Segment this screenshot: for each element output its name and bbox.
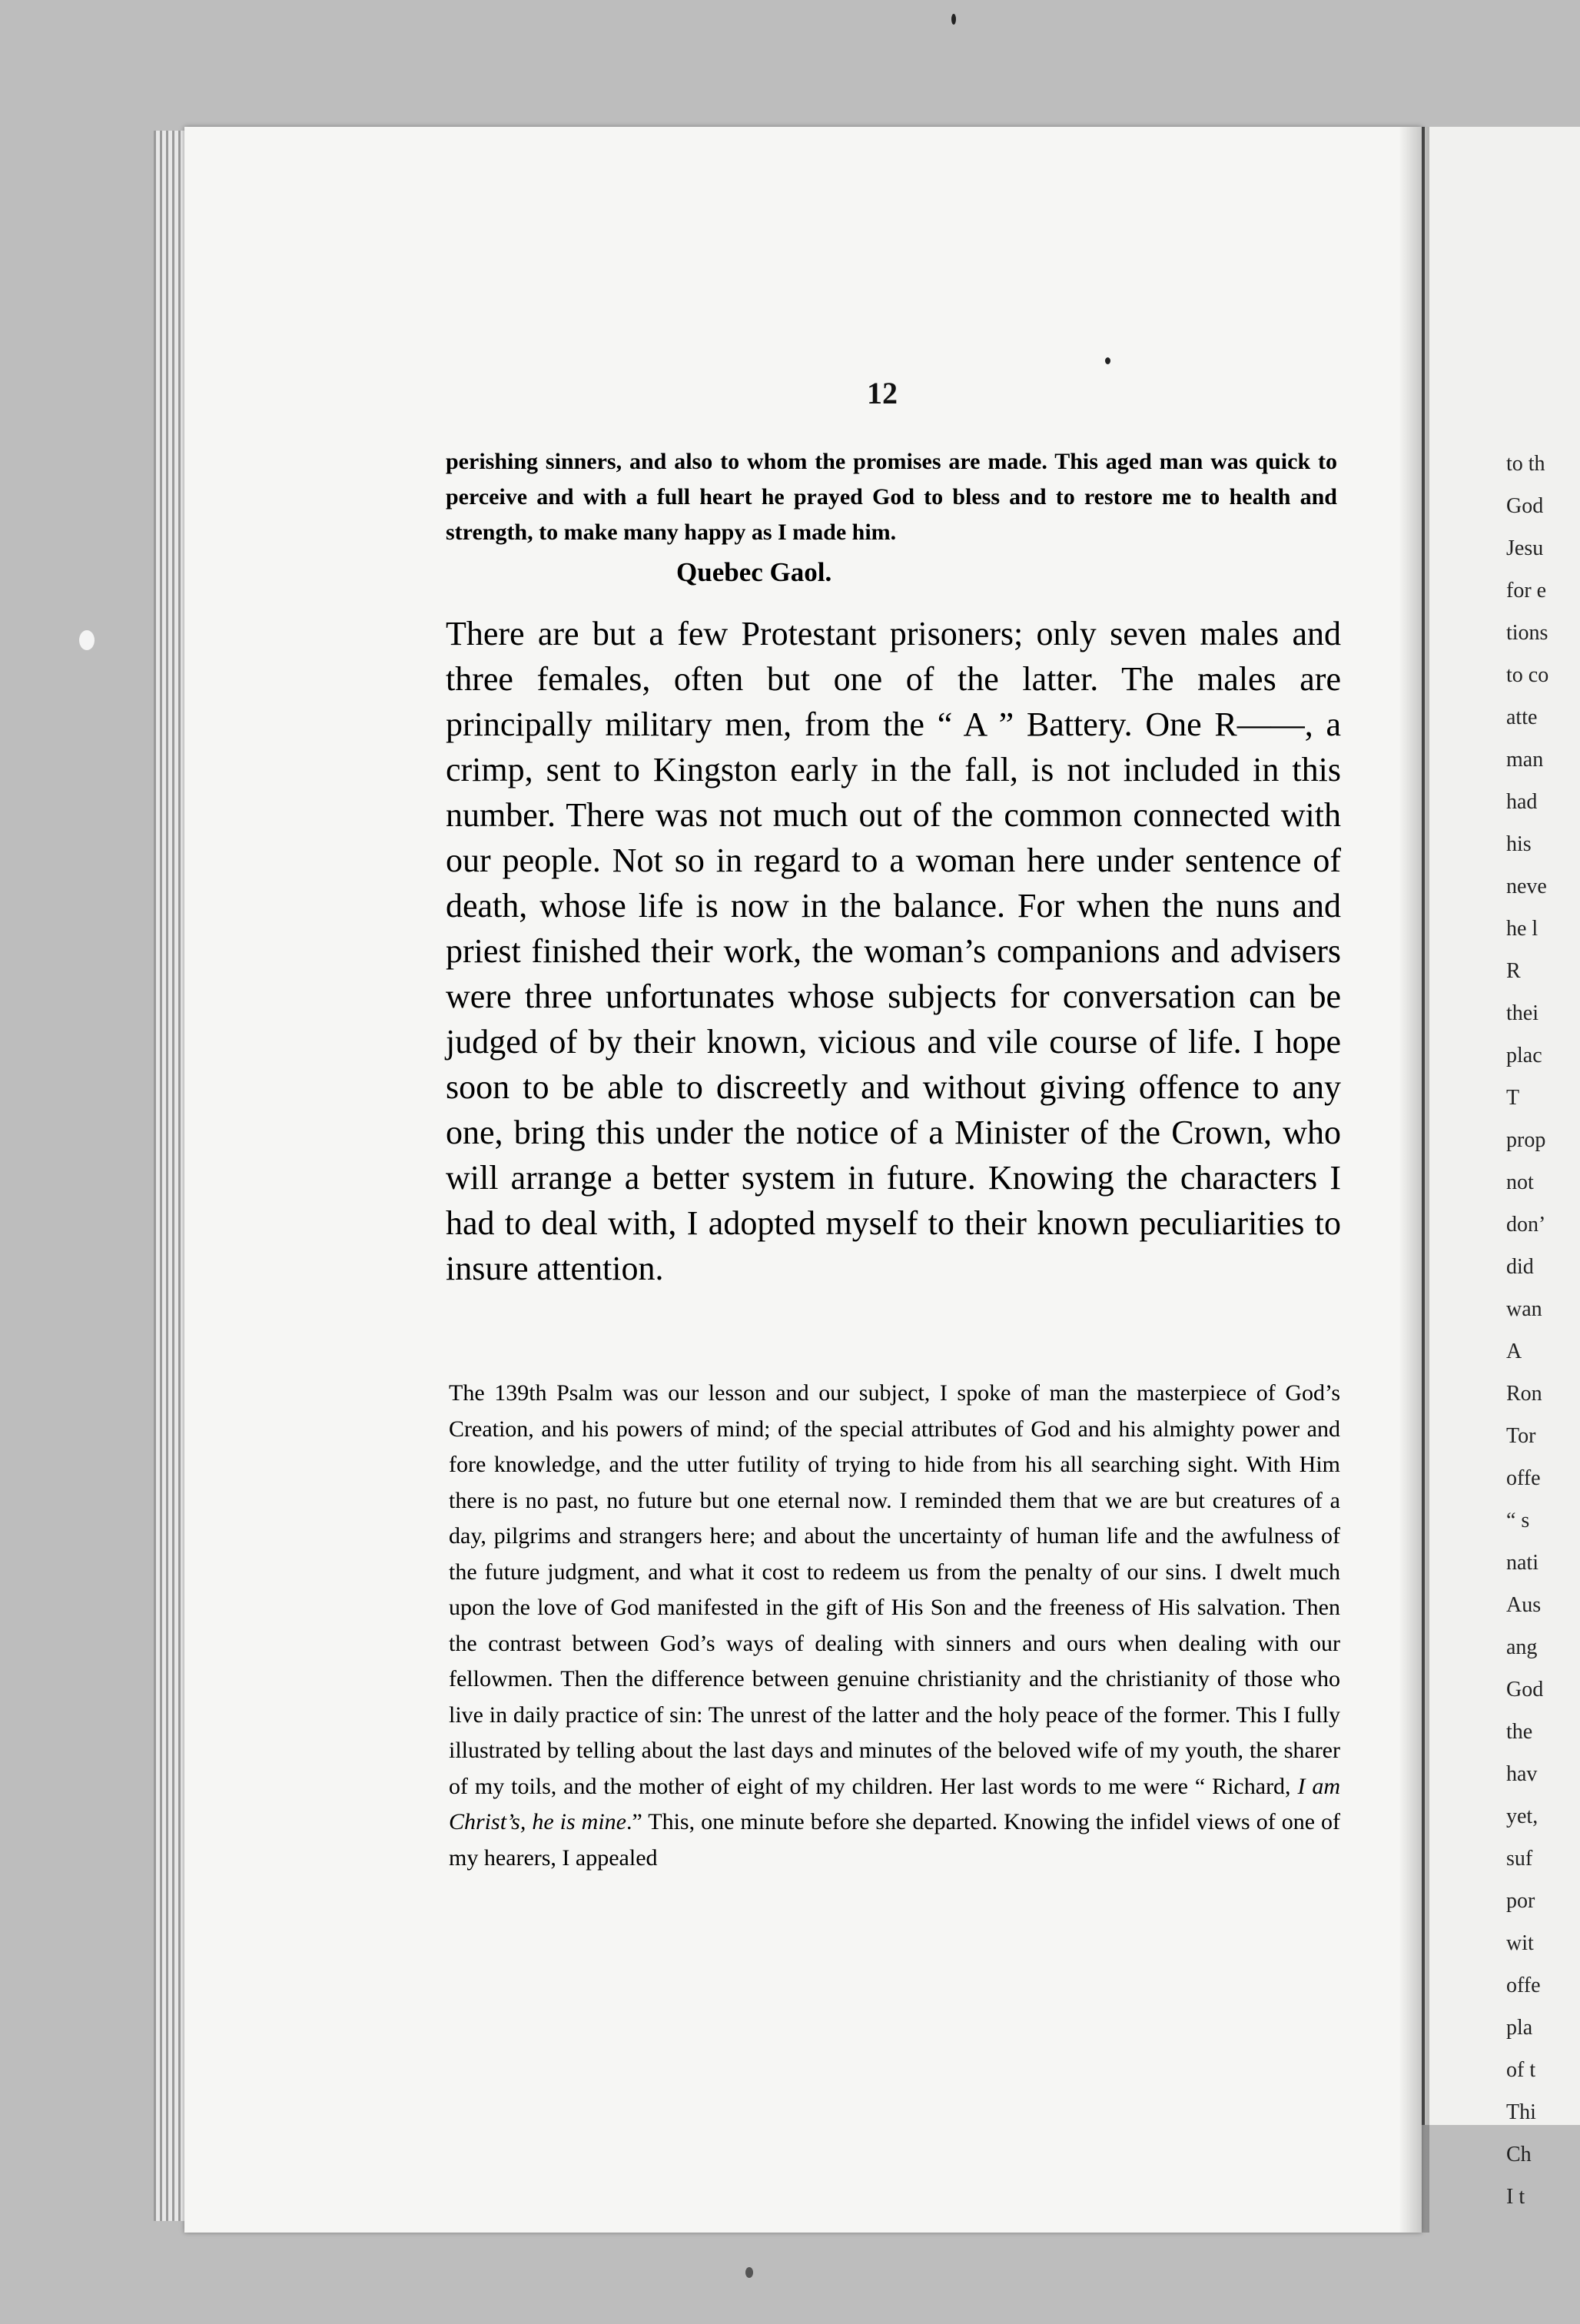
facing-page-line: I t — [1506, 2185, 1525, 2209]
facing-page-line: Ch — [1506, 2143, 1532, 2166]
facing-page-line: had — [1506, 790, 1538, 814]
facing-page-line: don’ — [1506, 1213, 1546, 1237]
facing-page-line: God — [1506, 494, 1544, 518]
facing-page-line: the — [1506, 1720, 1533, 1744]
facing-page-line: wit — [1506, 1931, 1534, 1955]
facing-page-line: atte — [1506, 706, 1538, 729]
paragraph-2: There are but a few Protestant prisoners; only seven males and three females, often but one of the latter. The males are principally military men, from the “ A ” Battery. One R——, a crimp, sent to Kingston early in the fall, is not included in this number. There was not much out of the common connected with our people. Not so in regard to a woman here under sentence of death, whose life is now in the balance. For when the nuns and priest finished their work, the woman’s companions and advisers were three unfortunates whose subjects for conversation can be judged of by their known, vicious and vile course of life. I hope soon to be able to discreetly and without giving offence to any one, bring this under the notice of a Minister of the Crown, who will arrange a better system in future. Knowing the characters I had to deal with, I adopted myself to their known peculiarities to insure attention. — [446, 615, 1341, 1287]
facing-page-line: ang — [1506, 1635, 1538, 1659]
facing-page-line: R — [1506, 959, 1521, 983]
facing-page-line: did — [1506, 1255, 1534, 1279]
facing-page-line: Jesu — [1506, 536, 1544, 560]
facing-page-line: Aus — [1506, 1593, 1542, 1617]
facing-page-line: to th — [1506, 452, 1545, 476]
facing-page-line: God — [1506, 1678, 1544, 1702]
facing-page-line: neve — [1506, 875, 1547, 898]
facing-page-line: A — [1506, 1340, 1522, 1363]
print-speck — [745, 2267, 753, 2278]
paragraph-3 — [449, 1376, 1340, 1876]
print-speck — [951, 14, 956, 25]
facing-page-line: offe — [1506, 1974, 1541, 1997]
facing-page-line: he l — [1506, 917, 1539, 941]
facing-page-line: plac — [1506, 1044, 1542, 1067]
section-heading: Quebec Gaol. — [676, 557, 832, 587]
facing-page-line: for e — [1506, 579, 1547, 603]
gutter-shadow — [1399, 127, 1429, 2233]
facing-page-line: thei — [1506, 1001, 1539, 1025]
facing-page-line: tions — [1506, 621, 1548, 645]
facing-page-line: Thi — [1506, 2100, 1536, 2124]
quoted-last-words: I am Christ’s, he is mine — [449, 1773, 1340, 1834]
facing-page-line: wan — [1506, 1297, 1542, 1321]
paragraph-3-continued: .” This, one minute before she departed. Knowing the infidel views of one of my hearers, I appealed — [449, 1809, 1340, 1871]
page-number: 12 — [867, 376, 898, 410]
facing-page-line: hav — [1506, 1762, 1538, 1786]
facing-page-line: not — [1506, 1170, 1534, 1194]
facing-page-line: man — [1506, 748, 1544, 772]
facing-page-line: offe — [1506, 1466, 1541, 1490]
facing-page-line: prop — [1506, 1128, 1546, 1152]
print-speck — [1105, 357, 1110, 364]
facing-page-line: his — [1506, 832, 1532, 856]
facing-page-line: Ron — [1506, 1382, 1542, 1406]
facing-page-line: Tor — [1506, 1424, 1536, 1448]
facing-page-line: nati — [1506, 1551, 1539, 1575]
facing-page-text — [1506, 446, 1580, 2221]
paragraph-3-text: The 139th Psalm was our lesson and our subject, I spoke of man the masterpiece of God’s Creation, and his powers of mind; of the special attributes of God and his almighty power and fore knowledge, and the utter futility of trying to hide from his all searching sight. With Him there is no past, no future but one eternal now. I reminded them that we are but creatures of a day, pilgrims and strangers here; and about the uncertainty of human life and the awfulness of the future judgment, and what it cost to redeem us from the penalty of our sins. I dwelt much upon the love of God manifested in the gift of His Son and the freeness of His salvation. Then the contrast between God’s ways of dealing with sinners and ours when dealing with our fellowmen. Then the difference between genuine christianity and the christianity of those who live in daily practice of sin: The unrest of the latter and the holy peace of the former. This I fully illustrated by telling about the last days and minutes of the beloved wife of my youth, the sharer of my toils, and the mother of eight of my children. Her last words to me were “ Richard, — [449, 1380, 1340, 1799]
facing-page-line: “ s — [1506, 1509, 1530, 1532]
facing-page-line: T — [1506, 1086, 1520, 1110]
facing-page-line: yet, — [1506, 1804, 1539, 1828]
facing-page-line: to co — [1506, 663, 1549, 687]
facing-page-line: pla — [1506, 2016, 1533, 2040]
facing-page-line: suf — [1506, 1847, 1533, 1871]
paragraph-1: perishing sinners, and also to whom the promises are made. This aged man was quick to perceive and with a full heart he prayed God to bless and to restore me to health and strength, to make many happy as I made him. — [446, 449, 1337, 545]
facing-page-line: of t — [1506, 2058, 1536, 2082]
paper-speck — [79, 630, 95, 650]
facing-page-line: por — [1506, 1889, 1535, 1913]
